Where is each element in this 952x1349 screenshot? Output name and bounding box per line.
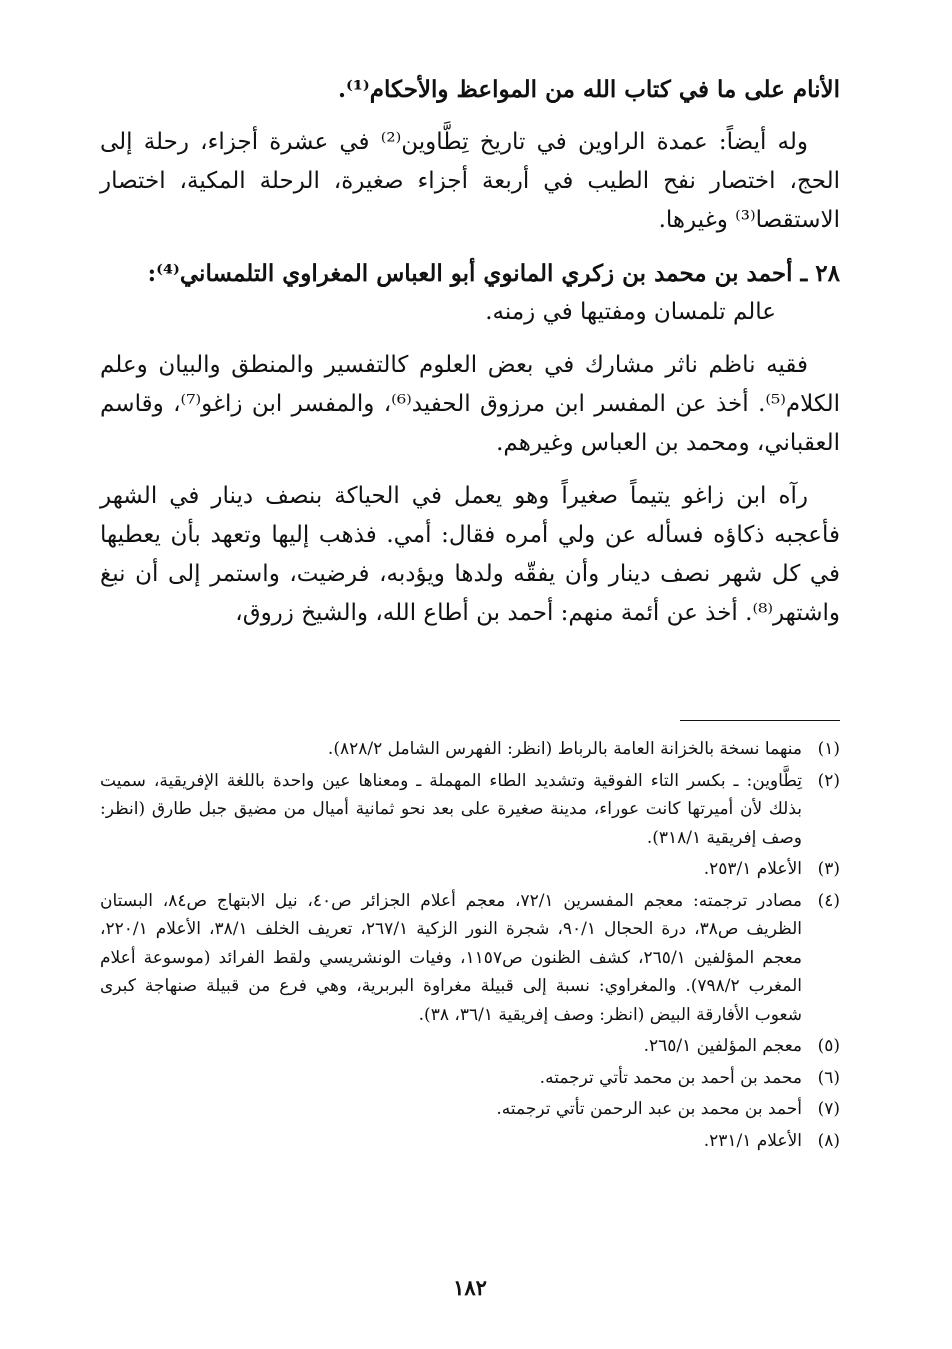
footnote-text: تِطَّاوين: ـ بكسر التاء الفوقية وتشديد الطاء المهملة ـ ومعناها عين واحدة باللغة الإفريقية، سميت بذلك لأن أميرتها كانت عوراء، مدينة صغيرة على بعد نحو ثمانية أميال من مضيق جبل طارق (انظر: وصف إفريقية ٣١٨/١). — [100, 770, 802, 848]
footnote — [100, 1064, 840, 1093]
footnote-number: (١) — [817, 739, 840, 759]
entry-subtitle: عالم تلمسان ومفتيها في زمنه. — [485, 299, 776, 325]
works-paragraph: وله أيضاً: عمدة الراوين في تاريخ تِطَّاوين⁽²⁾ في عشرة أجزاء، رحلة إلى الحج، اختصار نفح الطيب في أربعة أجزاء صغيرة، الرحلة المكية، اختصار الاستقصا⁽³⁾ وغيرها. — [100, 129, 840, 233]
footnote-text: محمد بن أحمد بن محمد تأتي ترجمته. — [539, 1067, 802, 1088]
footnote — [100, 1127, 840, 1156]
footnote-text: أحمد بن محمد بن عبد الرحمن تأتي ترجمته. — [496, 1099, 802, 1119]
footnote — [100, 767, 840, 853]
footnote — [100, 735, 840, 764]
footnote-number: (٦) — [817, 1067, 840, 1088]
footnote-number: (٥) — [817, 1036, 840, 1056]
footnote-number: (٤) — [817, 890, 840, 911]
footnotes-section — [100, 735, 840, 1158]
footnote-text: الأعلام ٢٣١/١. — [703, 1130, 802, 1151]
continuation-line: الأنام على ما في كتاب الله من المواعظ والأحكام⁽¹⁾. — [337, 76, 840, 103]
footnote-number: (٣) — [817, 859, 840, 879]
footnote-separator — [680, 720, 840, 721]
book-page — [100, 70, 840, 1300]
footnote — [100, 887, 840, 1030]
biography-paragraph: رآه ابن زاغو يتيماً صغيراً وهو يعمل في الحياكة بنصف دينار في الشهر فأعجبه ذكاؤه فسأله عن ولي أمره فقال: أمي. فذهب إليها وتعهد بأن يعطيها في كل شهر نصف دينار وأن يفقّه ولدها ويؤدبه، فرضيت، واستمر إلى أن نبغ واشتهر⁽⁸⁾. أخذ عن أئمة منهم: أحمد بن أطاع الله، والشيخ زروق، — [100, 483, 840, 626]
footnote — [100, 1032, 840, 1061]
footnote-number: (٨) — [817, 1130, 840, 1151]
entry-heading: ٢٨ ـ أحمد بن محمد بن زكري المانوي أبو العباس المغراوي التلمساني⁽⁴⁾: — [147, 260, 840, 287]
footnote-number: (٧) — [817, 1099, 840, 1119]
page-number: ١٨٢ — [453, 1275, 487, 1300]
footnote-number: (٢) — [817, 770, 840, 791]
footnote-text: معجم المؤلفين ٢٦٥/١. — [643, 1036, 802, 1056]
footnote-text: الأعلام ٢٥٣/١. — [703, 859, 802, 879]
footnote — [100, 1095, 840, 1124]
footnote — [100, 855, 840, 884]
footnote-text: منهما نسخة بالخزانة العامة بالرباط (انظر: الفهرس الشامل ٨٢٨/٢). — [327, 739, 802, 759]
scholar-paragraph: فقيه ناظم ناثر مشارك في بعض العلوم كالتفسير والمنطق والبيان وعلم الكلام⁽⁵⁾. أخذ عن المفسر ابن مرزوق الحفيد⁽⁶⁾، والمفسر ابن زاغو⁽⁷⁾، وقاسم العقباني، ومحمد بن العباس وغيرهم. — [100, 352, 840, 456]
footnote-text: مصادر ترجمته: معجم المفسرين ٧٢/١، معجم أعلام الجزائر ص٤٠، نيل الابتهاج ص٨٤، البستان الظريف ص٣٨، درة الحجال ٩٠/١، شجرة النور الزكية ٢٦٧/١، تعريف الخلف ٣٨/١، الأعلام ٢٢٠/١، معجم المؤلفين ٢٦٥/١، كشف الظنون ص١١٥٧، وفيات الونشريسي ولقط الفرائد (موسوعة أعلام المغرب ٧٩٨/٢). والمغراوي: نسبة إلى قبيلة مغراوة البربرية، وهي فرع من قبيلة صنهاجة كبرى شعوب الأفارقة البيض (انظر: وصف إفريقية ٣٦/١، ٣٨). — [100, 890, 802, 1025]
